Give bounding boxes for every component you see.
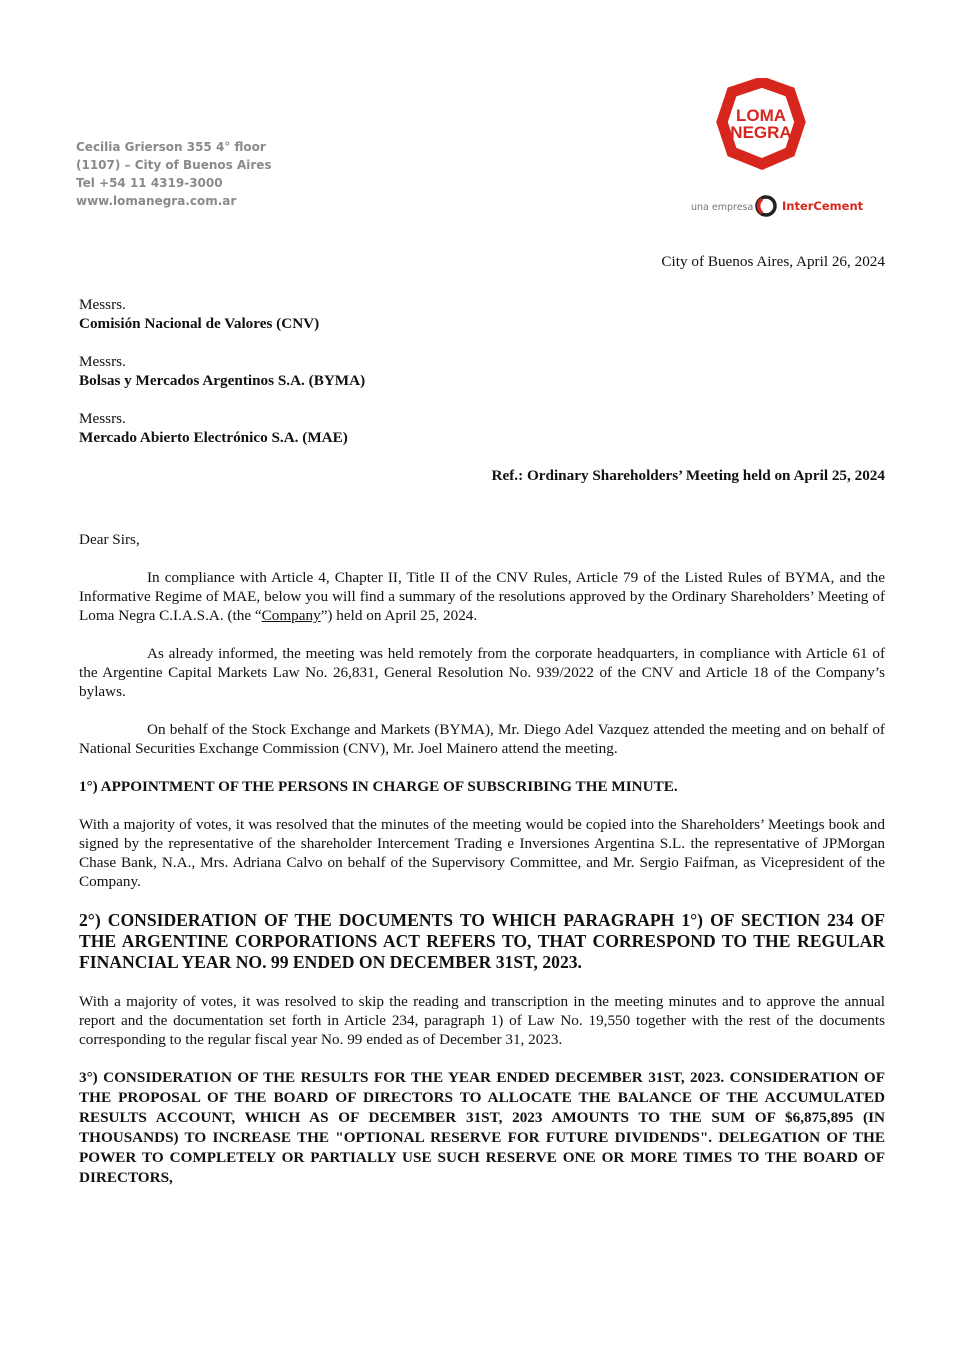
item3-heading: 3°) CONSIDERATION OF THE RESULTS FOR THE YEAR ENDED DECEMBER 31ST, 2023. CONSIDERATION OF THE PROPOSAL OF THE BOARD OF DIRECTORS TO ALLOCATE THE BALANCE OF THE ACCUMULATED RESULTS ACCOUNT, WHICH AS OF DECEMBER 31ST, 2023 AMOUNTS TO THE SUM OF $6,875,895 (IN THOUSANDS) TO INCREASE THE "OPTIONAL RESERVE FOR FUTURE DIVIDENDS". DELEGATION OF THE POWER TO COMPLETELY OR PARTIALLY USE SUCH RESERVE ONE OR MORE TIMES TO THE BOARD OF DIRECTORS, (79, 1069, 885, 1186)
item1-heading: 1°) APPOINTMENT OF THE PERSONS IN CHARGE OF SUBSCRIBING THE MINUTE. (79, 778, 678, 795)
tagline-brand: InterCement (782, 199, 864, 213)
recipient-salutation: Messrs. (79, 353, 126, 370)
recipient-org: Comisión Nacional de Valores (CNV) (79, 315, 320, 332)
paragraph-attendance: On behalf of the Stock Exchange and Markets (BYMA), Mr. Diego Adel Vazquez attended the meeting and on behalf of National Securities Exchange Commission (CNV), Mr. Joel Mainero attend the meeting. (79, 721, 885, 757)
address-phone: Tel +54 11 4319-3000 (76, 176, 223, 190)
recipient-org: Mercado Abierto Electrónico S.A. (MAE) (79, 429, 348, 446)
company-term: Company (261, 607, 321, 624)
paragraph-remote-meeting: As already informed, the meeting was held remotely from the corporate headquarters, in compliance with Article 61 of the Argentine Capital Markets Law No. 26,831, General Resolution No. 939/2022 of the CNV and Article 18 of the Company’s bylaws. (79, 645, 885, 700)
letter-date: City of Buenos Aires, April 26, 2024 (661, 253, 885, 270)
loma-negra-logo (690, 78, 865, 218)
item1-text: With a majority of votes, it was resolved that the minutes of the meeting would be copied into the Shareholders’ Meetings book and signed by the representative of the shareholder Intercement Trading e Inversiones Argentina S.L. the representative of JPMorgan Chase Bank, N.A., Mrs. Adriana Calvo on behalf of the Supervisory Committee, and Mr. Sergio Faifman, as Vicepresident of the Company. (79, 816, 885, 890)
address-website: www.lomanegra.com.ar (76, 194, 237, 208)
recipient-salutation: Messrs. (79, 296, 126, 313)
paragraph-compliance-b: ”) held on April 25, 2024. (320, 607, 478, 624)
paragraph-compliance-a: In compliance with Article 4, Chapter II, Title II of the CNV Rules, Article 79 of the Listed Rules of BYMA, and the Informative Regime of MAE, below you will find a summary of the resolutions approved by the Ordinary Shareholders’ Meeting of Loma Negra C.I.A.S.A. (the “ (79, 569, 885, 624)
recipient-org: Bolsas y Mercados Argentinos S.A. (BYMA) (79, 372, 366, 389)
logo-text-negra: NEGRA (730, 123, 792, 142)
letter-body (79, 252, 885, 1188)
greeting: Dear Sirs, (79, 531, 140, 548)
paragraph-compliance (79, 568, 885, 625)
recipient-cnv (79, 295, 885, 333)
tagline-prefix: una empresa (691, 202, 754, 213)
address-street: Cecilia Grierson 355 4° floor (76, 140, 266, 154)
logo-text-loma: LOMA (735, 106, 787, 125)
letterhead-address (76, 138, 272, 210)
reference-line: Ref.: Ordinary Shareholders’ Meeting held on April 25, 2024 (491, 467, 885, 484)
address-city: (1107) – City of Buenos Aires (76, 158, 272, 172)
item2-heading: 2°) CONSIDERATION OF THE DOCUMENTS TO WHICH PARAGRAPH 1°) OF SECTION 234 OF THE ARGENTINE CORPORATIONS ACT REFERS TO, THAT CORRESPOND TO THE REGULAR FINANCIAL YEAR NO. 99 ENDED ON DECEMBER 31ST, 2023. (79, 910, 885, 972)
recipient-salutation: Messrs. (79, 410, 126, 427)
recipient-mae (79, 409, 885, 447)
recipient-byma (79, 352, 885, 390)
item2-text: With a majority of votes, it was resolved to skip the reading and transcription in the meeting minutes and to approve the annual report and the documentation set forth in Article 234, paragraph 1) of Law No. 19,550 together with the rest of the documents corresponding to the regular fiscal year No. 99 ended as of December 31, 2023. (79, 993, 885, 1048)
